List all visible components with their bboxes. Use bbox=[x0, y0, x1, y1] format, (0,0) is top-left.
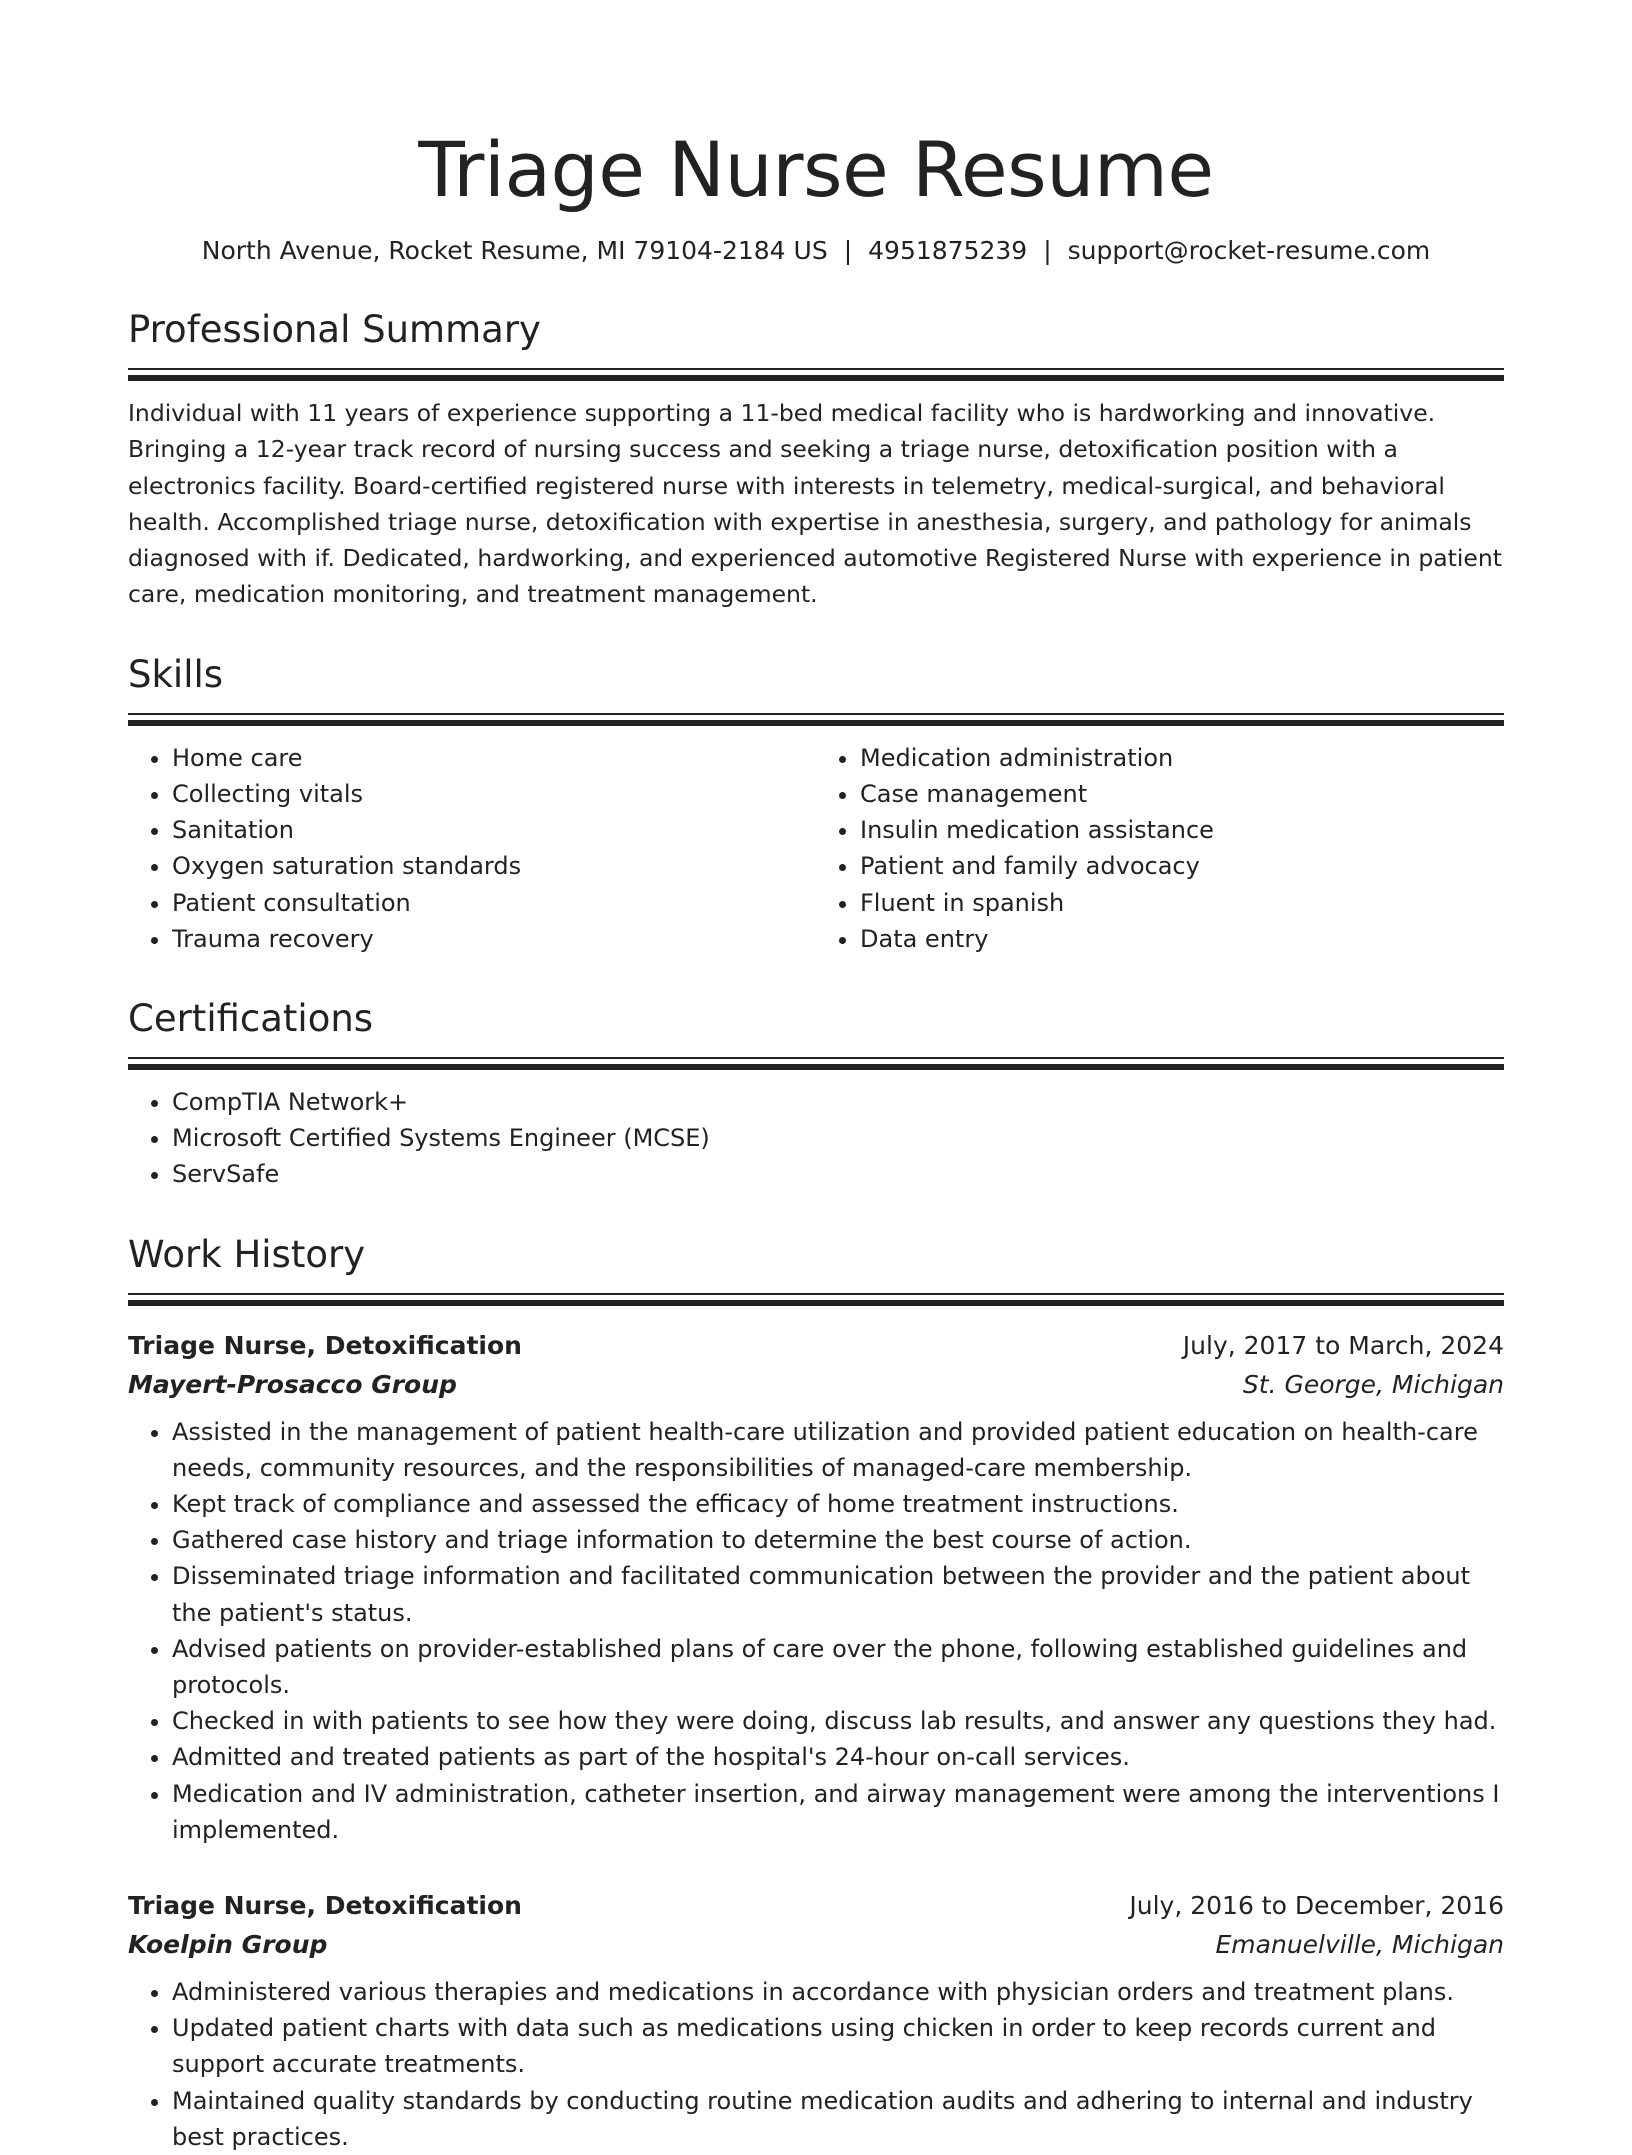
certification-item: • Microsoft Certified Systems Engineer (MCSE) bbox=[172, 1120, 1504, 1156]
skills-list-left bbox=[128, 740, 816, 957]
job-bullets bbox=[128, 1974, 1504, 2155]
professional-summary-section bbox=[128, 306, 1504, 613]
skills-list-right bbox=[816, 740, 1504, 957]
job-bullet: • Gathered case history and triage information to determine the best course of action. bbox=[172, 1522, 1504, 1558]
job-bullet: • Admitted and treated patients as part of the hospital's 24-hour on-call services. bbox=[172, 1739, 1504, 1775]
certifications-list bbox=[128, 1084, 1504, 1193]
work-history-section bbox=[128, 1231, 1504, 2155]
job-location: Emanuelville, Michigan bbox=[1215, 1930, 1504, 1960]
job-bullet: • Medication and IV administration, catheter insertion, and airway management were among the interventions I implemented. bbox=[172, 1776, 1504, 1848]
job-bullet: • Updated patient charts with data such as medications using chicken in order to keep records current and support accurate treatments. bbox=[172, 2010, 1504, 2082]
certification-item: • CompTIA Network+ bbox=[172, 1084, 1504, 1120]
skill-item: • Patient consultation bbox=[172, 885, 816, 921]
job-dates: July, 2017 to March, 2024 bbox=[1182, 1330, 1504, 1360]
job-company-row bbox=[128, 1925, 1504, 1964]
job-company-row bbox=[128, 1365, 1504, 1404]
skill-item: • Insulin medication assistance bbox=[860, 812, 1504, 848]
skill-item: • Collecting vitals bbox=[172, 776, 816, 812]
skills-section bbox=[128, 651, 1504, 957]
contact-phone: 4951875239 bbox=[868, 236, 1028, 265]
job-title: Triage Nurse, Detoxification bbox=[128, 1891, 522, 1921]
contact-separator: | bbox=[1043, 236, 1052, 265]
job-entry bbox=[128, 1886, 1504, 2155]
contact-address: North Avenue, Rocket Resume, MI 79104-2184 US bbox=[201, 236, 828, 265]
job-bullet: • Disseminated triage information and facilitated communication between the provider and the patient about the patient's status. bbox=[172, 1558, 1504, 1630]
section-heading: Certifications bbox=[128, 997, 374, 1040]
section-divider bbox=[128, 368, 1504, 381]
job-company: Mayert-Prosacco Group bbox=[128, 1369, 457, 1399]
skill-item: • Fluent in spanish bbox=[860, 885, 1504, 921]
job-bullet: • Maintained quality standards by conducting routine medication audits and adhering to internal and industry best practices. bbox=[172, 2083, 1504, 2155]
job-header-row bbox=[128, 1886, 1504, 1925]
skill-item: • Medication administration bbox=[860, 740, 1504, 776]
skill-item: • Patient and family advocacy bbox=[860, 848, 1504, 884]
section-divider bbox=[128, 713, 1504, 726]
job-location: St. George, Michigan bbox=[1242, 1369, 1504, 1399]
summary-text: Individual with 11 years of experience supporting a 11-bed medical facility who is hardworking and innovative. Bringing a 12-year track record of nursing success and seeking a triage nurse, detoxification position with a electronics facility. Board-certified registered nurse with interests in telemetry, medical-surgical, and behavioral health. Accomplished triage nurse, detoxification with expertise in anesthesia, surgery, and pathology for animals diagnosed with if. Dedicated, hardworking, and experienced automotive Registered Nurse with experience in patient care, medication monitoring, and treatment management. bbox=[128, 399, 1502, 609]
job-entry bbox=[128, 1326, 1504, 1848]
contact-email: support@rocket-resume.com bbox=[1067, 236, 1431, 265]
job-bullet: • Assisted in the management of patient health-care utilization and provided patient education on health-care needs, community resources, and the responsibilities of managed-care membership. bbox=[172, 1414, 1504, 1486]
job-bullet: • Administered various therapies and medications in accordance with physician orders and treatment plans. bbox=[172, 1974, 1504, 2010]
job-dates: July, 2016 to December, 2016 bbox=[1129, 1891, 1504, 1921]
section-divider bbox=[128, 1293, 1504, 1306]
job-bullets bbox=[128, 1414, 1504, 1848]
skill-item: • Data entry bbox=[860, 921, 1504, 957]
page-title: Triage Nurse Resume bbox=[418, 125, 1214, 214]
job-bullet: • Kept track of compliance and assessed the efficacy of home treatment instructions. bbox=[172, 1486, 1504, 1522]
resume-page bbox=[128, 0, 1504, 2155]
skill-item: • Trauma recovery bbox=[172, 921, 816, 957]
skill-item: • Oxygen saturation standards bbox=[172, 848, 816, 884]
skill-item: • Case management bbox=[860, 776, 1504, 812]
skill-item: • Home care bbox=[172, 740, 816, 776]
section-divider bbox=[128, 1057, 1504, 1070]
skills-grid bbox=[128, 740, 1504, 957]
certifications-section bbox=[128, 995, 1504, 1193]
job-company: Koelpin Group bbox=[128, 1930, 328, 1960]
section-heading: Skills bbox=[128, 652, 224, 696]
section-heading: Professional Summary bbox=[128, 308, 541, 351]
job-title: Triage Nurse, Detoxification bbox=[128, 1330, 522, 1360]
skill-item: • Sanitation bbox=[172, 812, 816, 848]
contact-line bbox=[128, 234, 1504, 268]
job-bullet: • Advised patients on provider-established plans of care over the phone, following established guidelines and protocols. bbox=[172, 1631, 1504, 1703]
section-heading: Work History bbox=[128, 1232, 366, 1276]
certification-item: • ServSafe bbox=[172, 1156, 1504, 1192]
job-bullet: • Checked in with patients to see how they were doing, discuss lab results, and answer any questions they had. bbox=[172, 1703, 1504, 1739]
job-header-row bbox=[128, 1326, 1504, 1365]
contact-separator: | bbox=[843, 236, 853, 265]
